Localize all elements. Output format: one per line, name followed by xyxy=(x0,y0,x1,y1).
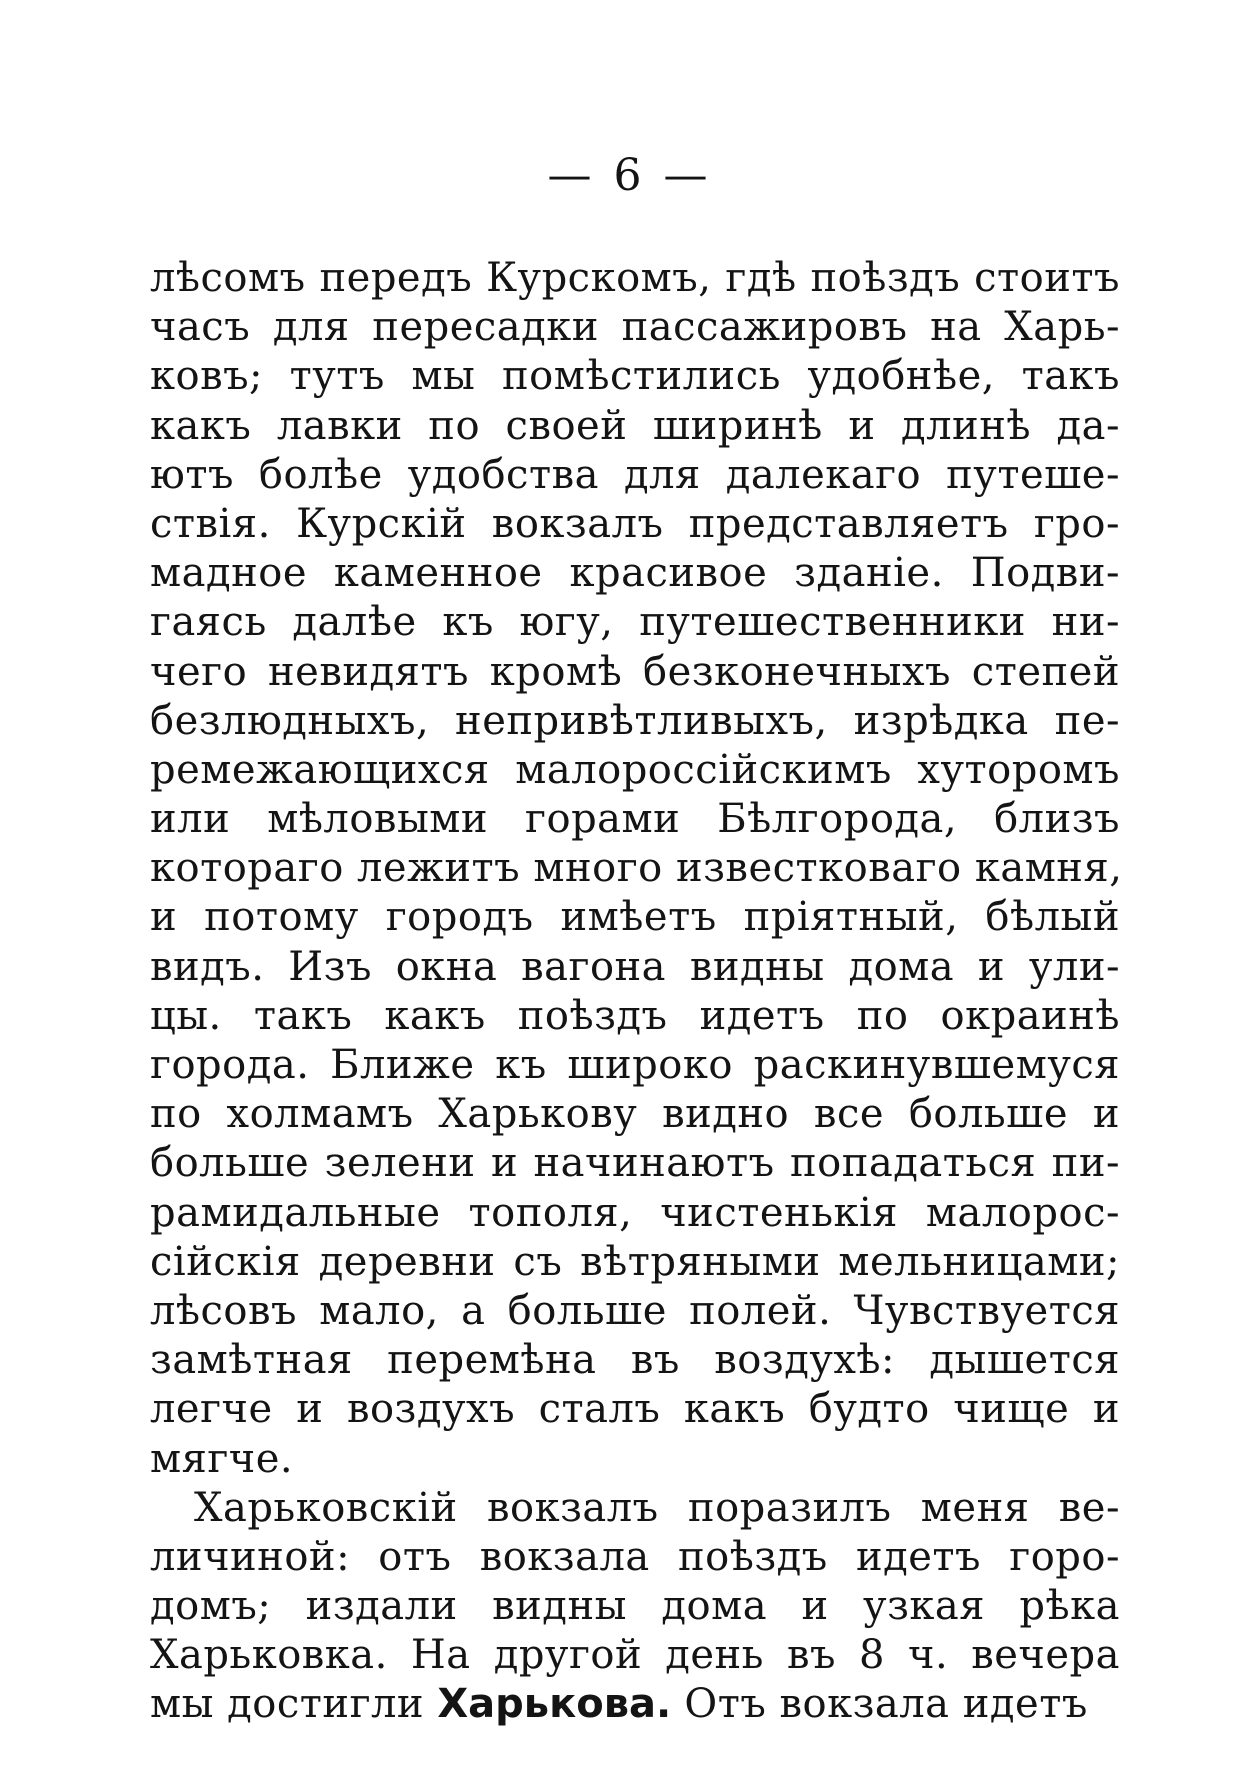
text-segment: видъ. Изъ окна вагона видны дома и ули- xyxy=(150,943,1120,990)
text-segment: какъ лавки по своей ширинѣ и длинѣ да- xyxy=(150,402,1120,449)
text-segment: Отъ вокзала идетъ xyxy=(671,1681,1088,1728)
page-number: — 6 — xyxy=(547,150,712,201)
text-line xyxy=(150,1435,1120,1484)
text-line xyxy=(150,402,1120,451)
text-line xyxy=(150,1533,1120,1582)
text-segment: личиной: отъ вокзала поѣздъ идетъ горо- xyxy=(150,1533,1120,1580)
text-line xyxy=(150,1090,1120,1139)
text-line xyxy=(150,746,1120,795)
text-segment: ремежающихся малороссійскимъ хуторомъ xyxy=(150,746,1120,793)
body-text xyxy=(150,254,1123,1730)
text-segment: рамидальные тополя, чистенькія малорос- xyxy=(150,1189,1120,1236)
text-line xyxy=(150,1287,1120,1336)
text-line xyxy=(150,992,1120,1041)
text-segment: чего невидятъ кромѣ безконечныхъ степей xyxy=(150,648,1120,695)
text-segment: цы. такъ какъ поѣздъ идетъ по окраинѣ xyxy=(150,992,1120,1039)
text-segment: больше зелени и начинаютъ попадаться пи- xyxy=(150,1140,1120,1187)
text-line xyxy=(150,1582,1120,1631)
text-segment: или мѣловыми горами Бѣлгорода, близъ xyxy=(150,796,1120,843)
text-line xyxy=(150,352,1120,401)
text-segment: ствія. Курскій вокзалъ представляетъ гро- xyxy=(150,500,1120,547)
text-segment: ковъ; тутъ мы помѣстились удобнѣе, такъ xyxy=(150,353,1120,400)
text-line xyxy=(150,795,1120,844)
text-segment: Харьковскій вокзалъ поразилъ меня ве- xyxy=(194,1484,1120,1531)
text-segment: сійскія деревни съ вѣтряными мельницами; xyxy=(150,1238,1120,1285)
text-line xyxy=(150,1238,1120,1287)
text-segment: замѣтная перемѣна въ воздухѣ: дышется xyxy=(150,1337,1120,1384)
text-line xyxy=(150,1336,1120,1385)
text-line xyxy=(150,598,1120,647)
text-segment: лѣсовъ мало, а больше полей. Чувствуется xyxy=(150,1287,1120,1334)
text-segment: города. Ближе къ широко раскинувшемуся xyxy=(150,1042,1120,1088)
text-line xyxy=(150,303,1120,352)
text-line xyxy=(150,1680,1120,1729)
text-segment: мадное каменное красивое зданіе. Подви- xyxy=(150,550,1120,597)
text-segment: по холмамъ Харькову видно все больше и xyxy=(150,1091,1120,1138)
text-segment: мягче. xyxy=(150,1435,294,1482)
text-line xyxy=(150,254,1120,303)
text-segment: часъ для пересадки пассажировъ на Харь- xyxy=(150,304,1120,351)
text-line xyxy=(150,1385,1120,1434)
text-line xyxy=(150,500,1120,549)
text-segment: гаясь далѣе къ югу, путешественники ни- xyxy=(150,599,1120,646)
text-segment: ютъ болѣе удобства для далекаго путеше- xyxy=(150,451,1120,498)
text-segment: мы достигли xyxy=(150,1681,438,1728)
text-segment: котораго лежитъ много известковаго камня, xyxy=(150,845,1123,892)
text-line xyxy=(150,549,1120,598)
text-line xyxy=(150,1484,1120,1533)
bold-place-name: Харькова. xyxy=(437,1681,672,1728)
text-line xyxy=(150,451,1120,500)
text-segment: и потому городъ имѣетъ пріятный, бѣлый xyxy=(150,894,1120,941)
text-segment: Харьковка. На другой день въ 8 ч. вечера xyxy=(150,1632,1120,1679)
text-line xyxy=(150,844,1123,893)
text-segment: легче и воздухъ сталъ какъ будто чище и xyxy=(150,1386,1120,1433)
text-line xyxy=(150,1631,1120,1680)
text-line xyxy=(150,893,1120,942)
text-segment: лѣсомъ передъ Курскомъ, гдѣ поѣздъ стоитъ xyxy=(150,255,1120,301)
text-line xyxy=(150,943,1120,992)
text-segment: безлюдныхъ, непривѣтливыхъ, изрѣдка пе- xyxy=(150,697,1120,744)
text-line xyxy=(150,697,1120,746)
text-line xyxy=(150,1041,1120,1090)
text-line xyxy=(150,1139,1120,1188)
text-line xyxy=(150,648,1120,697)
text-line xyxy=(150,1189,1120,1238)
text-segment: домъ; издали видны дома и узкая рѣка xyxy=(150,1583,1120,1630)
